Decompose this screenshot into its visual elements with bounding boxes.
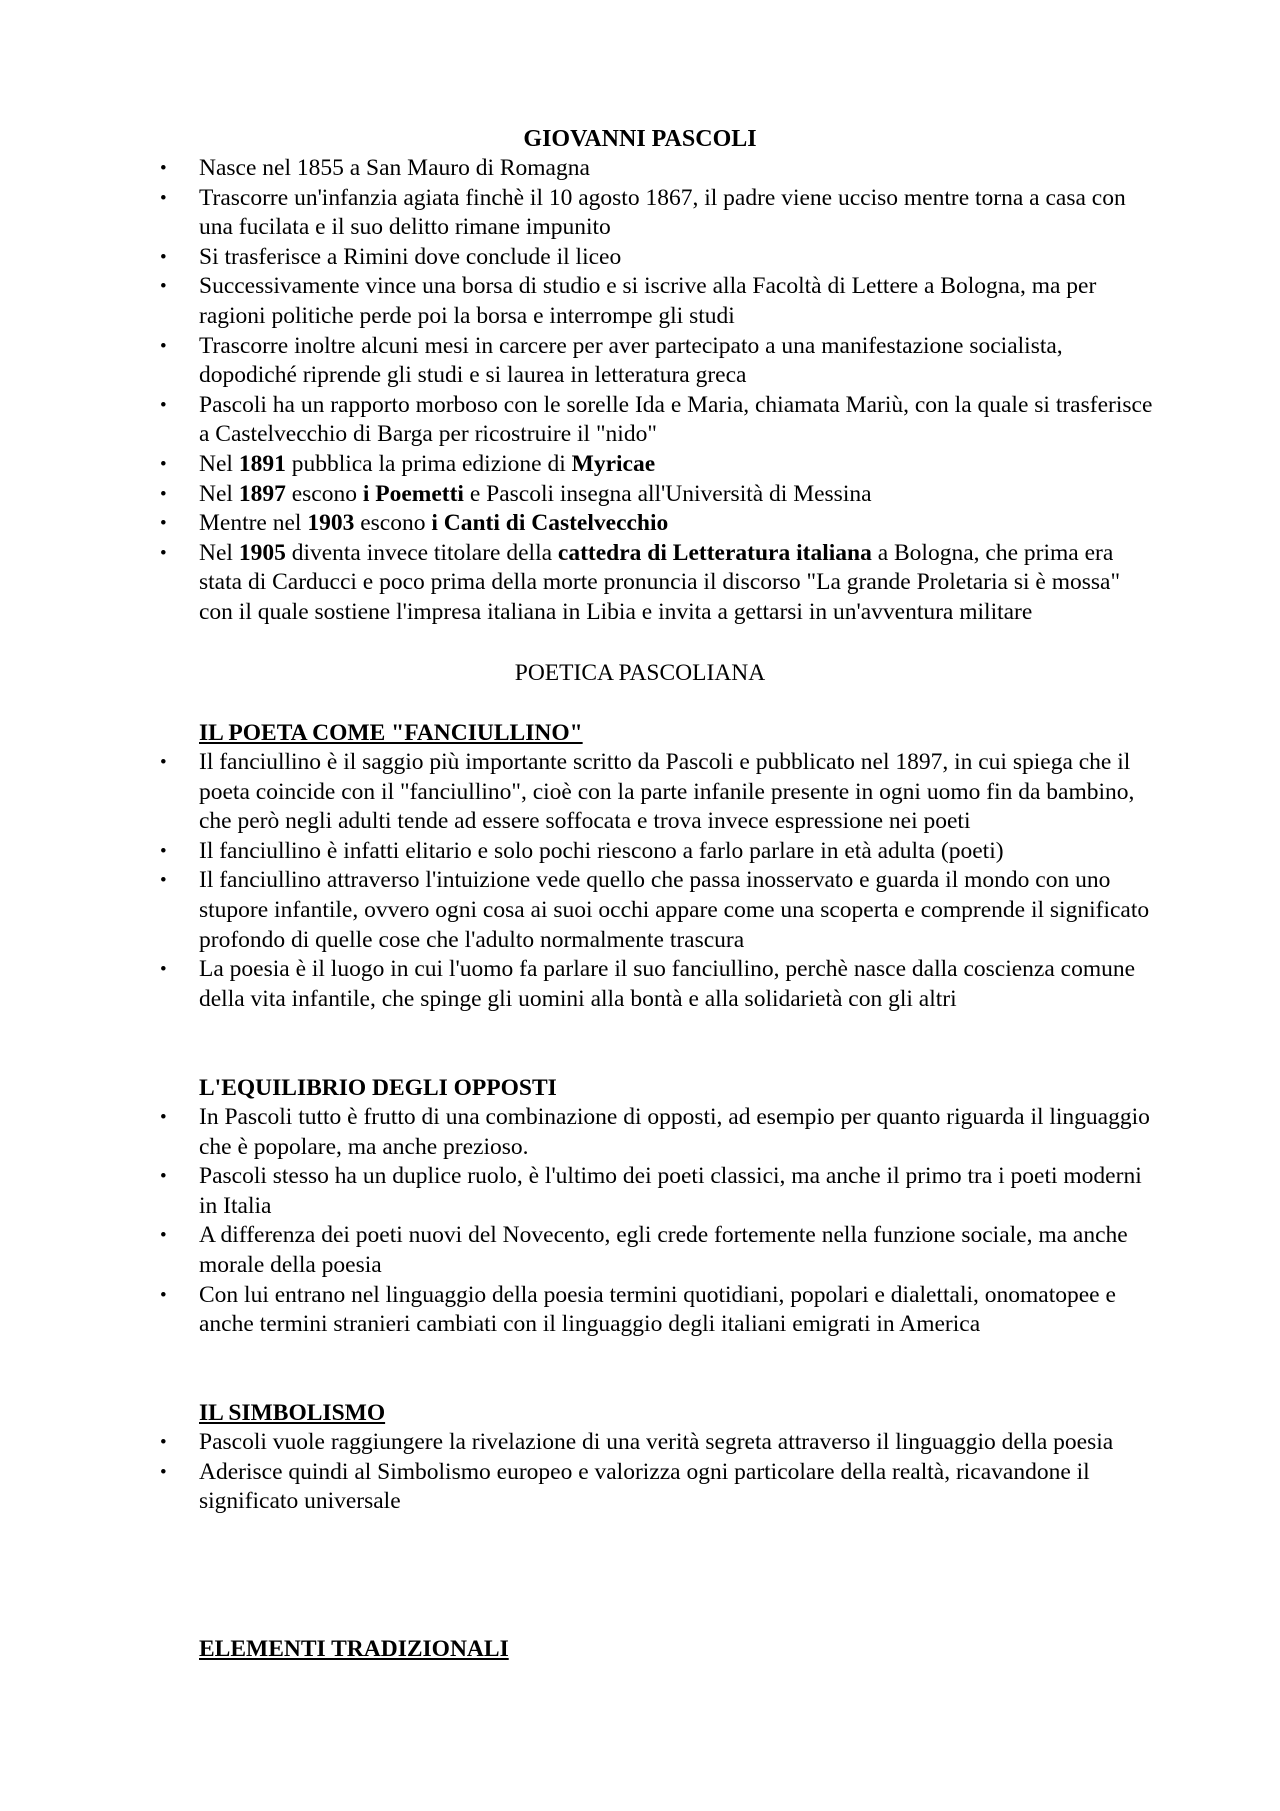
list-item xyxy=(0,837,1280,867)
list-item xyxy=(0,391,1280,450)
text-run: Nasce nel 1855 a San Mauro di Romagna xyxy=(199,155,590,181)
list-item xyxy=(0,332,1280,391)
list-item xyxy=(0,154,1280,184)
list-item xyxy=(0,866,1280,955)
list-item xyxy=(0,450,1280,480)
bullet-marker: • xyxy=(160,1107,167,1128)
bullet-marker: • xyxy=(160,335,167,357)
list-item xyxy=(0,480,1280,510)
list-item xyxy=(0,1103,1280,1162)
list-item xyxy=(0,955,1280,1014)
list-item xyxy=(0,272,1280,331)
bullet-marker: • xyxy=(160,870,167,892)
heading-simbolismo: IL SIMBOLISMO xyxy=(199,1400,386,1426)
bullet-marker: • xyxy=(160,1284,167,1306)
list-item-text: Pascoli stesso ha un duplice ruolo, è l'ultimo dei poeti classici, ma anche il primo tra i poeti moderni in Italia xyxy=(199,1163,1142,1219)
bold-text: Myricae xyxy=(571,450,656,477)
text-run: pubblica la prima edizione di xyxy=(285,450,572,477)
list-item xyxy=(0,1221,1280,1280)
text-run: Nel xyxy=(199,480,239,507)
list-item-text: Il fanciullino è infatti elitario e solo pochi riescono a farlo parlare in età adulta (poeti) xyxy=(199,837,1004,864)
list-item xyxy=(0,1162,1280,1221)
bullet-marker: • xyxy=(160,483,167,505)
text-run: diventa invece titolare della xyxy=(285,539,558,566)
simbolismo-list xyxy=(0,1428,1280,1517)
list-item xyxy=(0,184,1280,243)
text-run: Successivamente vince una borsa di studio e si iscrive alla Facoltà di Lettere a Bologna, ma per ragioni politiche perde poi la borsa e interrompe gli studi xyxy=(199,273,1097,329)
bullet-marker: • xyxy=(160,840,167,862)
text-run: Trascorre un'infanzia agiata finchè il 10 agosto 1867, il padre viene ucciso mentre torna a casa con una fucilata e il suo delitto rimane impunito xyxy=(199,184,1126,241)
bold-text: cattedra di Letteratura italiana xyxy=(557,539,872,566)
bullet-marker: • xyxy=(160,542,167,564)
list-item-text: Il fanciullino attraverso l'intuizione vede quello che passa inosservato e guarda il mondo con uno stupore infantile, ovvero ogni cosa ai suoi occhi appare come una scoperta e comprende il significato profondo di quelle cose che l'adulto normalmente trascura xyxy=(199,867,1150,953)
list-item xyxy=(0,1281,1280,1340)
heading-elementi-tradizionali: ELEMENTI TRADIZIONALI xyxy=(199,1636,509,1662)
text-run: Trascorre inoltre alcuni mesi in carcere per aver partecipato a una manifestazione socialista, dopodiché riprende gli studi e si laurea in letteratura greca xyxy=(199,332,1063,389)
bold-text: i Canti di Castelvecchio xyxy=(431,510,669,537)
heading-fanciullino: IL POETA COME "FANCIULLINO" xyxy=(199,720,583,746)
list-item xyxy=(0,1458,1280,1517)
bullet-marker: • xyxy=(160,1225,167,1247)
bullet-marker: • xyxy=(160,1432,167,1453)
list-item-text: Con lui entrano nel linguaggio della poesia termini quotidiani, popolari e dialettali, onomatopee e anche termini stranieri cambiati con il linguaggio degli italiani emigrati in America xyxy=(199,1281,1116,1338)
list-item-text: Aderisce quindi al Simbolismo europeo e valorizza ogni particolare della realtà, ricavandone il significato universale xyxy=(199,1458,1090,1515)
text-run: Nel xyxy=(199,450,239,477)
list-item xyxy=(0,243,1280,273)
list-item-text: Pascoli vuole raggiungere la rivelazione di una verità segreta attraverso il linguaggio della poesia xyxy=(199,1429,1114,1455)
text-run: e Pascoli insegna all'Università di Messina xyxy=(463,480,872,507)
text-run: a Bologna, che prima era stata di Carducci e poco prima della morte pronuncia il discorso "La grande Proletaria si è mossa" con il quale sostiene l'impresa italiana in Libia e invita a gettarsi in un'avventura militare xyxy=(199,539,1121,625)
text-run: escono xyxy=(285,480,363,507)
bold-text: 1897 xyxy=(238,480,286,507)
text-run: Pascoli ha un rapporto morboso con le sorelle Ida e Maria, chiamata Mariù, con la quale si trasferisce a Castelvecchio di Barga per ricostruire il "nido" xyxy=(199,391,1153,448)
biography-list xyxy=(0,154,1280,628)
bullet-marker: • xyxy=(160,158,167,179)
bold-text: 1905 xyxy=(238,539,286,566)
bold-text: i Poemetti xyxy=(362,480,464,507)
opposti-list xyxy=(0,1103,1280,1340)
heading-opposti: L'EQUILIBRIO DEGLI OPPOSTI xyxy=(199,1075,557,1101)
list-item-text: In Pascoli tutto è frutto di una combinazione di opposti, ad esempio per quanto riguarda il linguaggio che è popolare, ma anche prezioso. xyxy=(199,1104,1150,1160)
list-item xyxy=(0,1428,1280,1458)
list-item xyxy=(0,748,1280,837)
bullet-marker: • xyxy=(160,959,167,981)
text-run: escono xyxy=(354,510,432,537)
bullet-marker: • xyxy=(160,1166,167,1188)
list-item xyxy=(0,509,1280,539)
text-run: Si trasferisce a Rimini dove conclude il liceo xyxy=(199,243,622,270)
list-item-text: A differenza dei poeti nuovi del Novecento, egli crede fortemente nella funzione sociale, ma anche morale della poesia xyxy=(199,1222,1128,1278)
bullet-marker: • xyxy=(160,246,167,268)
poetica-title: POETICA PASCOLIANA xyxy=(514,660,766,686)
bullet-marker: • xyxy=(160,513,167,535)
bullet-marker: • xyxy=(160,187,167,209)
document-title: GIOVANNI PASCOLI xyxy=(523,126,757,152)
bullet-marker: • xyxy=(160,394,167,416)
list-item xyxy=(0,539,1280,628)
bullet-marker: • xyxy=(160,1461,167,1483)
list-item-text: La poesia è il luogo in cui l'uomo fa parlare il suo fanciullino, perchè nasce dalla coscienza comune della vita infantile, che spinge gli uomini alla bontà e alla solidarietà con gli altri xyxy=(199,956,1136,1012)
bullet-marker: • xyxy=(160,276,167,298)
list-item-text: Il fanciullino è il saggio più importante scritto da Pascoli e pubblicato nel 1897, in cui spiega che il poeta coincide con il "fanciullino", cioè con la parte infanile presente in ogni uomo fin da bambino, che però negli adulti tende ad essere soffocata e trova invece espressione nei poeti xyxy=(199,749,1135,835)
text-run: Mentre nel xyxy=(199,510,308,537)
bold-text: 1891 xyxy=(238,450,286,477)
bullet-marker: • xyxy=(160,453,167,475)
bullet-marker: • xyxy=(160,752,167,773)
fanciullino-list xyxy=(0,748,1280,1014)
text-run: Nel xyxy=(199,539,239,566)
bold-text: 1903 xyxy=(307,510,355,537)
